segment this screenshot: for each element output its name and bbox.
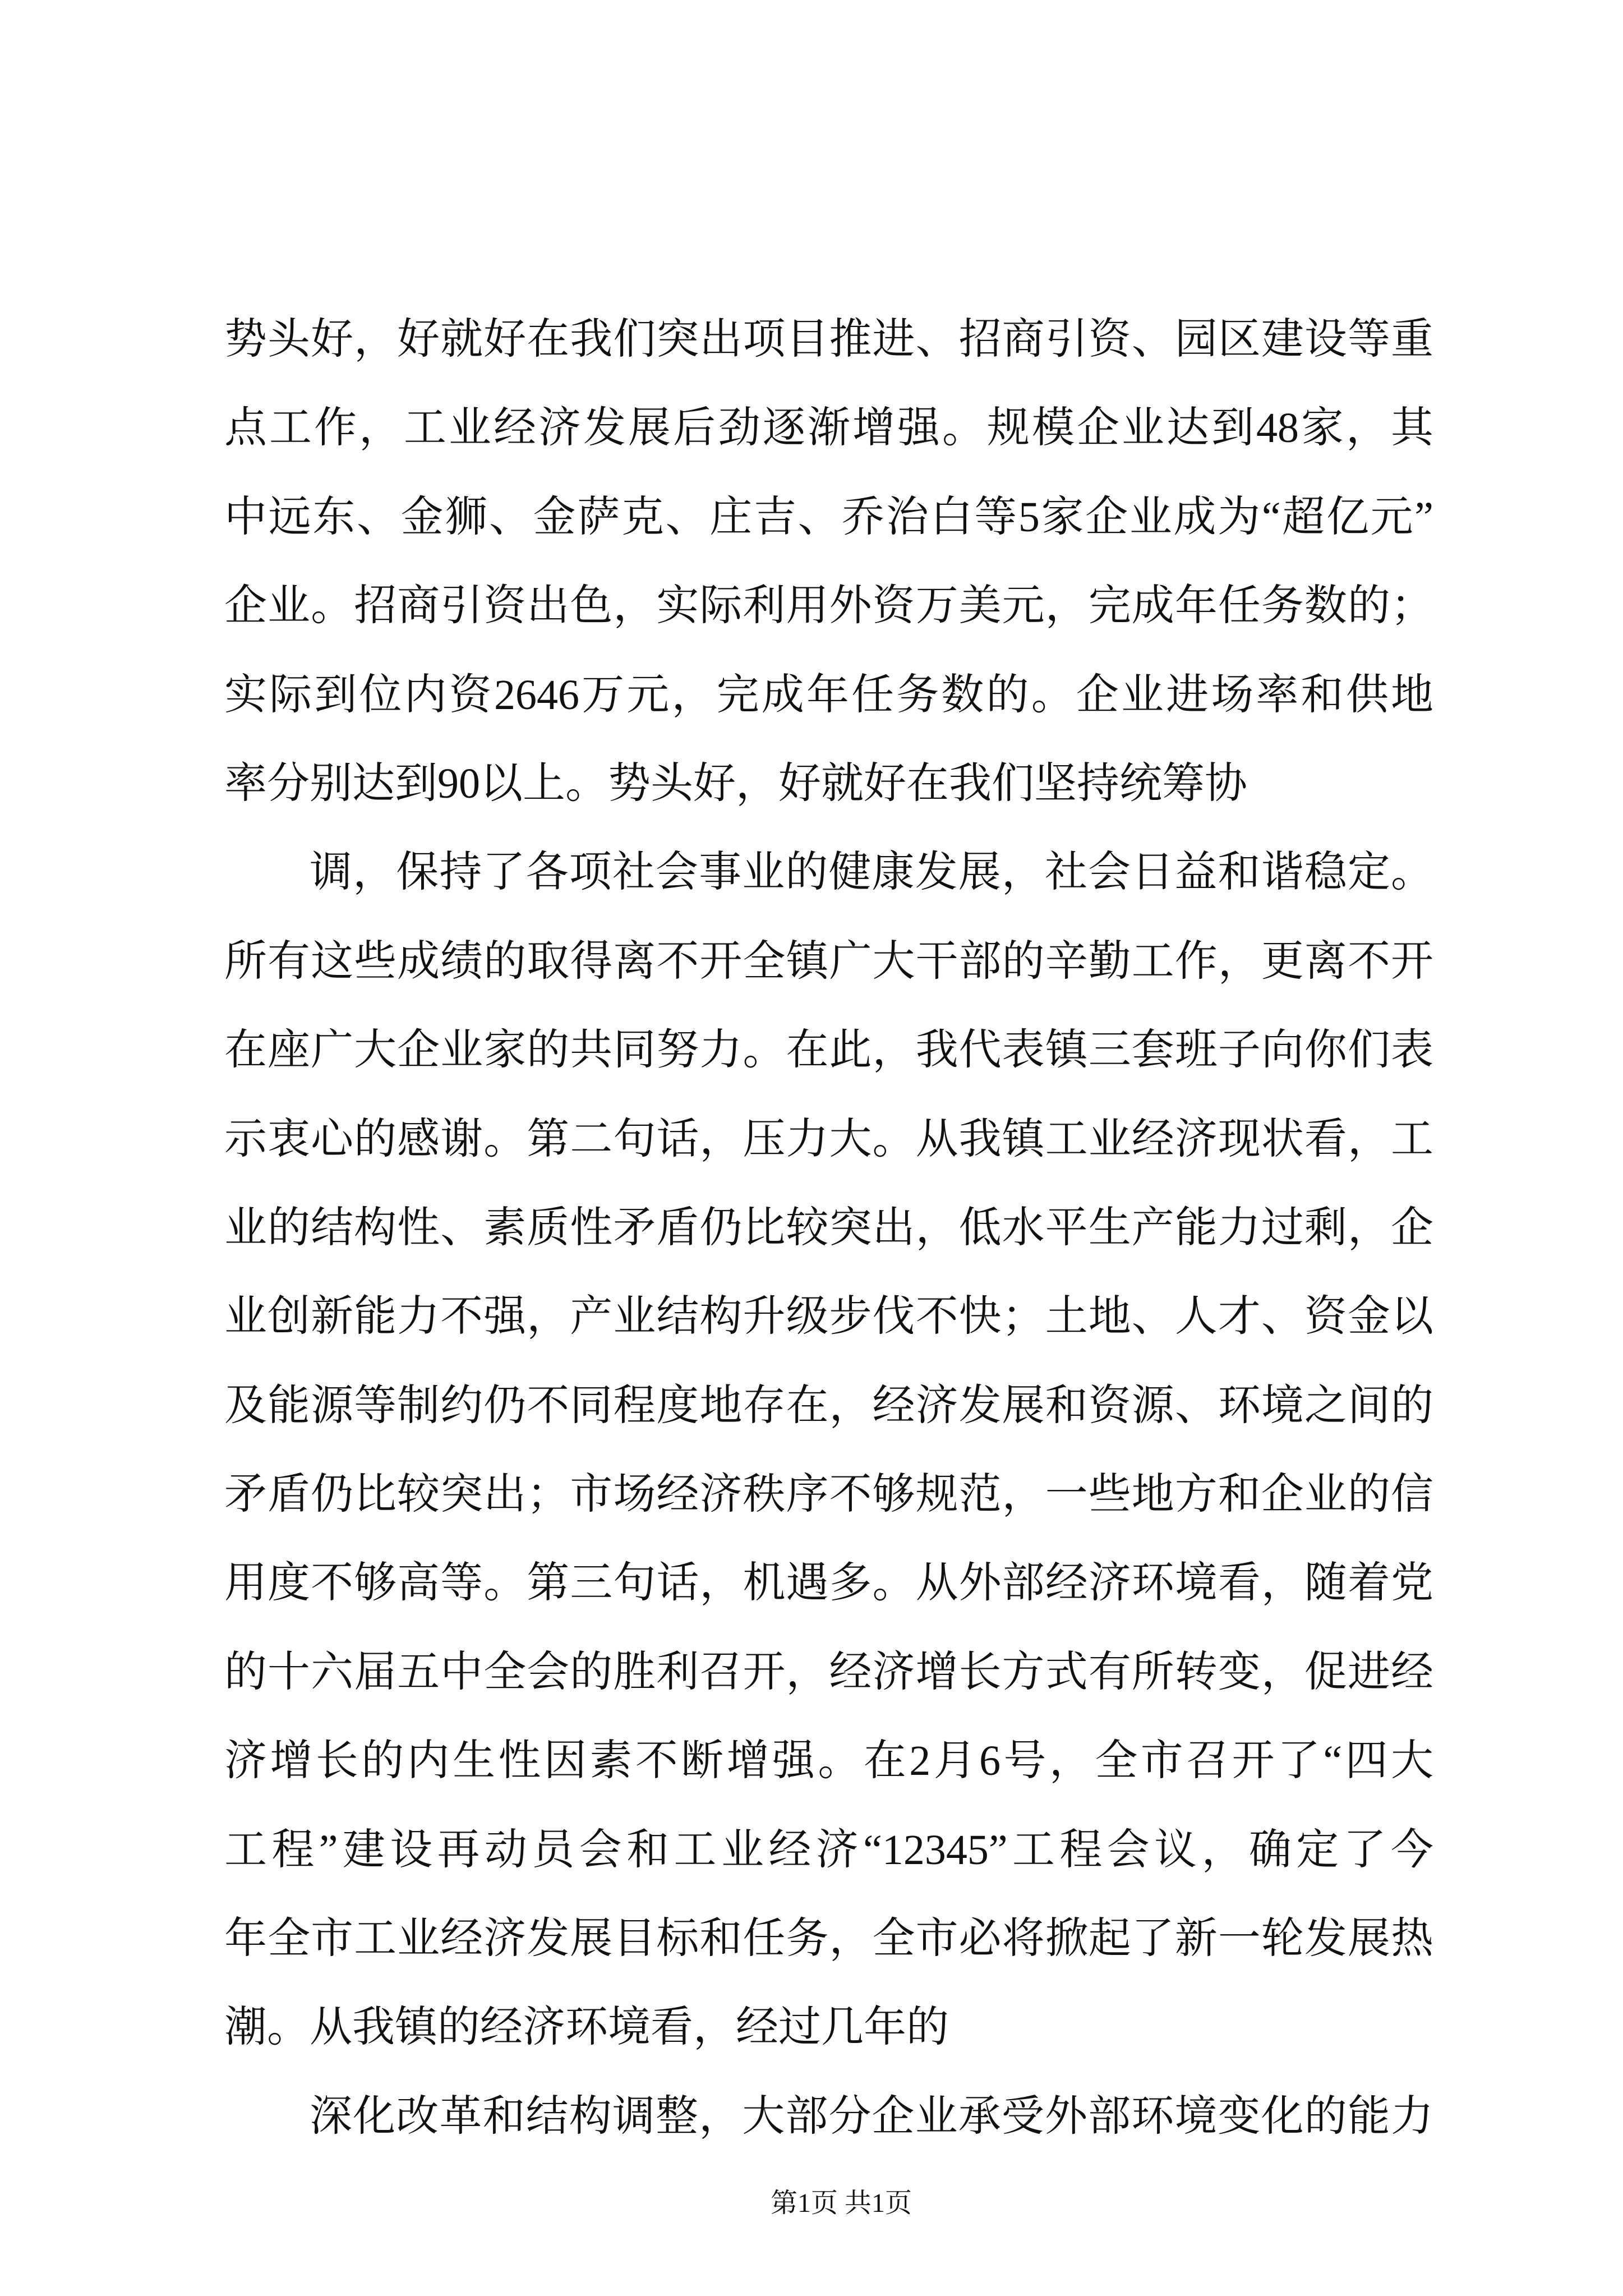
text-line: 点工作，工业经济发展后劲逐渐增强。规模企业达到48家，其	[224, 404, 1433, 452]
text-line: 调，保持了各项社会事业的健康发展，社会日益和谐稳定。	[310, 849, 1433, 896]
text-line: 的十六届五中全会的胜利召开，经济增长方式有所转变，促进经	[224, 1648, 1433, 1696]
text-line: 所有这些成绩的取得离不开全镇广大干部的辛勤工作，更离不开	[224, 937, 1433, 985]
text-line: 中远东、金狮、金萨克、庄吉、乔治白等5家企业成为“超亿元”	[224, 493, 1433, 541]
text-line: 势头好，好就好在我们突出项目推进、招商引资、园区建设等重	[224, 316, 1433, 363]
paragraph	[224, 828, 1433, 2072]
text-line: 潮。从我镇的经济环境看，经过几年的	[224, 2004, 949, 2051]
text-line: 矛盾仍比较突出；市场经济秩序不够规范，一些地方和企业的信	[224, 1471, 1433, 1519]
text-line: 率分别达到90以上。势头好，好就好在我们坚持统筹协	[224, 760, 1247, 807]
text-line: 及能源等制约仍不同程度地存在，经济发展和资源、环境之间的	[224, 1382, 1433, 1429]
body-text	[224, 295, 1433, 2161]
text-line: 实际到位内资2646万元，完成年任务数的。企业进场率和供地	[224, 671, 1433, 719]
text-line: 年全市工业经济发展目标和任务，全市必将掀起了新一轮发展热	[224, 1915, 1433, 1963]
text-line: 在座广大企业家的共同努力。在此，我代表镇三套班子向你们表	[224, 1027, 1433, 1074]
text-line: 企业。招商引资出色，实际利用外资万美元，完成年任务数的；	[224, 582, 1433, 630]
paragraph	[224, 2072, 1433, 2161]
text-line: 业的结构性、素质性矛盾仍比较突出，低水平生产能力过剩，企	[224, 1204, 1433, 1251]
page-footer: 第1页 共1页	[770, 2188, 912, 2218]
text-line: 深化改革和结构调整，大部分企业承受外部环境变化的能力	[310, 2092, 1433, 2140]
text-line: 业创新能力不强，产业结构升级步伐不快；土地、人才、资金以	[224, 1293, 1433, 1341]
text-line: 用度不够高等。第三句话，机遇多。从外部经济环境看，随着党	[224, 1559, 1433, 1607]
paragraph	[224, 295, 1433, 828]
text-line: 工程”建设再动员会和工业经济“12345”工程会议，确定了今	[224, 1826, 1433, 1874]
text-line: 济增长的内生性因素不断增强。在2月6号，全市召开了“四大	[224, 1737, 1433, 1785]
text-line: 示衷心的感谢。第二句话，压力大。从我镇工业经济现状看，工	[224, 1115, 1433, 1163]
